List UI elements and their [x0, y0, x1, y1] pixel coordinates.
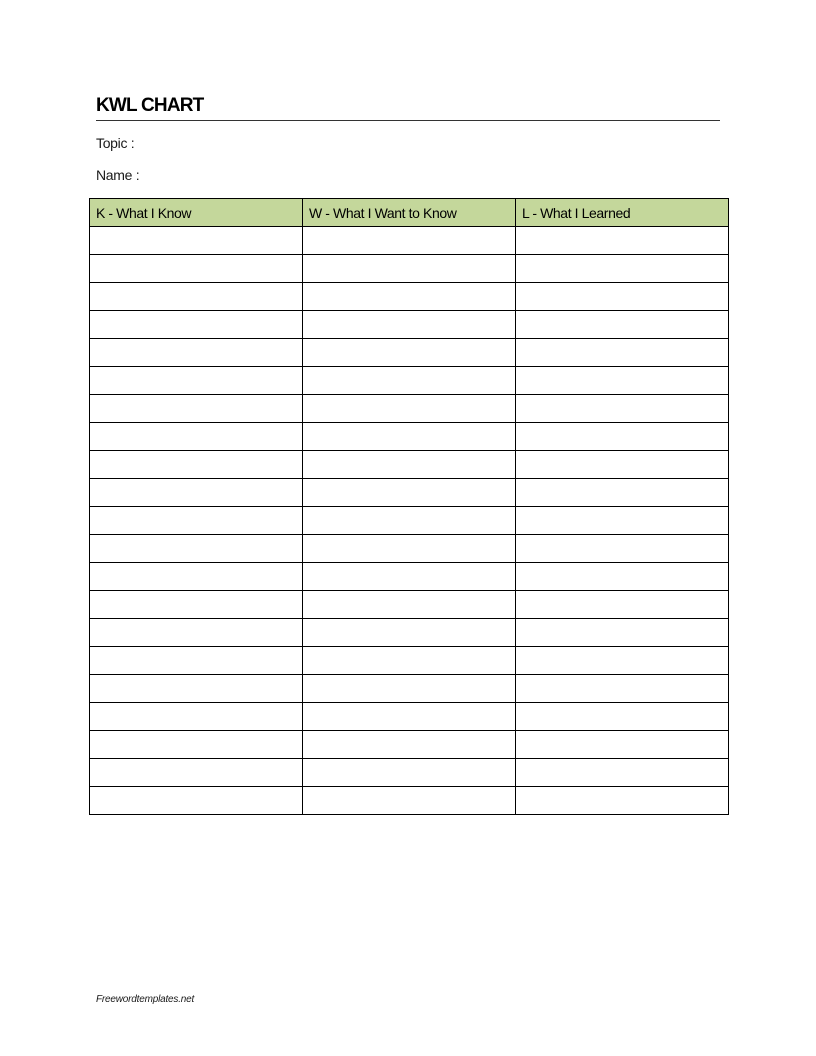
know-cell[interactable] [90, 255, 303, 283]
table-row [90, 451, 729, 479]
table-row [90, 647, 729, 675]
kwl-table [89, 198, 729, 815]
learned-cell[interactable] [516, 255, 729, 283]
learned-cell[interactable] [516, 759, 729, 787]
table-row [90, 507, 729, 535]
table-row [90, 283, 729, 311]
want-to-know-cell[interactable] [303, 675, 516, 703]
header-want-to-know: W - What I Want to Know [303, 199, 516, 227]
learned-cell[interactable] [516, 703, 729, 731]
know-cell[interactable] [90, 591, 303, 619]
want-to-know-cell[interactable] [303, 535, 516, 563]
header-know: K - What I Know [90, 199, 303, 227]
learned-cell[interactable] [516, 647, 729, 675]
want-to-know-cell[interactable] [303, 395, 516, 423]
want-to-know-cell[interactable] [303, 703, 516, 731]
learned-cell[interactable] [516, 507, 729, 535]
learned-cell[interactable] [516, 731, 729, 759]
know-cell[interactable] [90, 787, 303, 815]
learned-cell[interactable] [516, 395, 729, 423]
table-row [90, 395, 729, 423]
kwl-header-row [90, 199, 729, 227]
learned-cell[interactable] [516, 423, 729, 451]
learned-cell[interactable] [516, 479, 729, 507]
table-row [90, 703, 729, 731]
know-cell[interactable] [90, 423, 303, 451]
table-row [90, 367, 729, 395]
want-to-know-cell[interactable] [303, 563, 516, 591]
know-cell[interactable] [90, 675, 303, 703]
know-cell[interactable] [90, 619, 303, 647]
know-cell[interactable] [90, 507, 303, 535]
page-title: KWL CHART [96, 95, 204, 116]
table-row [90, 759, 729, 787]
want-to-know-cell[interactable] [303, 647, 516, 675]
learned-cell[interactable] [516, 563, 729, 591]
want-to-know-cell[interactable] [303, 451, 516, 479]
learned-cell[interactable] [516, 787, 729, 815]
want-to-know-cell[interactable] [303, 591, 516, 619]
want-to-know-cell[interactable] [303, 423, 516, 451]
know-cell[interactable] [90, 451, 303, 479]
know-cell[interactable] [90, 367, 303, 395]
learned-cell[interactable] [516, 367, 729, 395]
want-to-know-cell[interactable] [303, 339, 516, 367]
title-divider [96, 120, 720, 121]
learned-cell[interactable] [516, 339, 729, 367]
want-to-know-cell[interactable] [303, 731, 516, 759]
know-cell[interactable] [90, 339, 303, 367]
know-cell[interactable] [90, 563, 303, 591]
table-row [90, 619, 729, 647]
know-cell[interactable] [90, 759, 303, 787]
topic-label: Topic : [96, 135, 135, 151]
want-to-know-cell[interactable] [303, 759, 516, 787]
table-row [90, 731, 729, 759]
table-row [90, 479, 729, 507]
table-row [90, 311, 729, 339]
know-cell[interactable] [90, 535, 303, 563]
table-row [90, 255, 729, 283]
table-row [90, 591, 729, 619]
know-cell[interactable] [90, 731, 303, 759]
want-to-know-cell[interactable] [303, 311, 516, 339]
want-to-know-cell[interactable] [303, 787, 516, 815]
want-to-know-cell[interactable] [303, 283, 516, 311]
learned-cell[interactable] [516, 675, 729, 703]
header-learned: L - What I Learned [516, 199, 729, 227]
kwl-table-body [90, 227, 729, 815]
learned-cell[interactable] [516, 451, 729, 479]
learned-cell[interactable] [516, 283, 729, 311]
want-to-know-cell[interactable] [303, 507, 516, 535]
footer-source: Freewordtemplates.net [96, 994, 195, 1005]
table-row [90, 227, 729, 255]
know-cell[interactable] [90, 395, 303, 423]
table-row [90, 423, 729, 451]
table-row [90, 339, 729, 367]
know-cell[interactable] [90, 703, 303, 731]
table-row [90, 675, 729, 703]
want-to-know-cell[interactable] [303, 619, 516, 647]
know-cell[interactable] [90, 647, 303, 675]
learned-cell[interactable] [516, 619, 729, 647]
learned-cell[interactable] [516, 591, 729, 619]
table-row [90, 535, 729, 563]
table-row [90, 787, 729, 815]
learned-cell[interactable] [516, 311, 729, 339]
know-cell[interactable] [90, 479, 303, 507]
learned-cell[interactable] [516, 535, 729, 563]
want-to-know-cell[interactable] [303, 367, 516, 395]
know-cell[interactable] [90, 283, 303, 311]
know-cell[interactable] [90, 227, 303, 255]
name-label: Name : [96, 167, 140, 183]
table-row [90, 563, 729, 591]
want-to-know-cell[interactable] [303, 255, 516, 283]
want-to-know-cell[interactable] [303, 227, 516, 255]
know-cell[interactable] [90, 311, 303, 339]
learned-cell[interactable] [516, 227, 729, 255]
want-to-know-cell[interactable] [303, 479, 516, 507]
